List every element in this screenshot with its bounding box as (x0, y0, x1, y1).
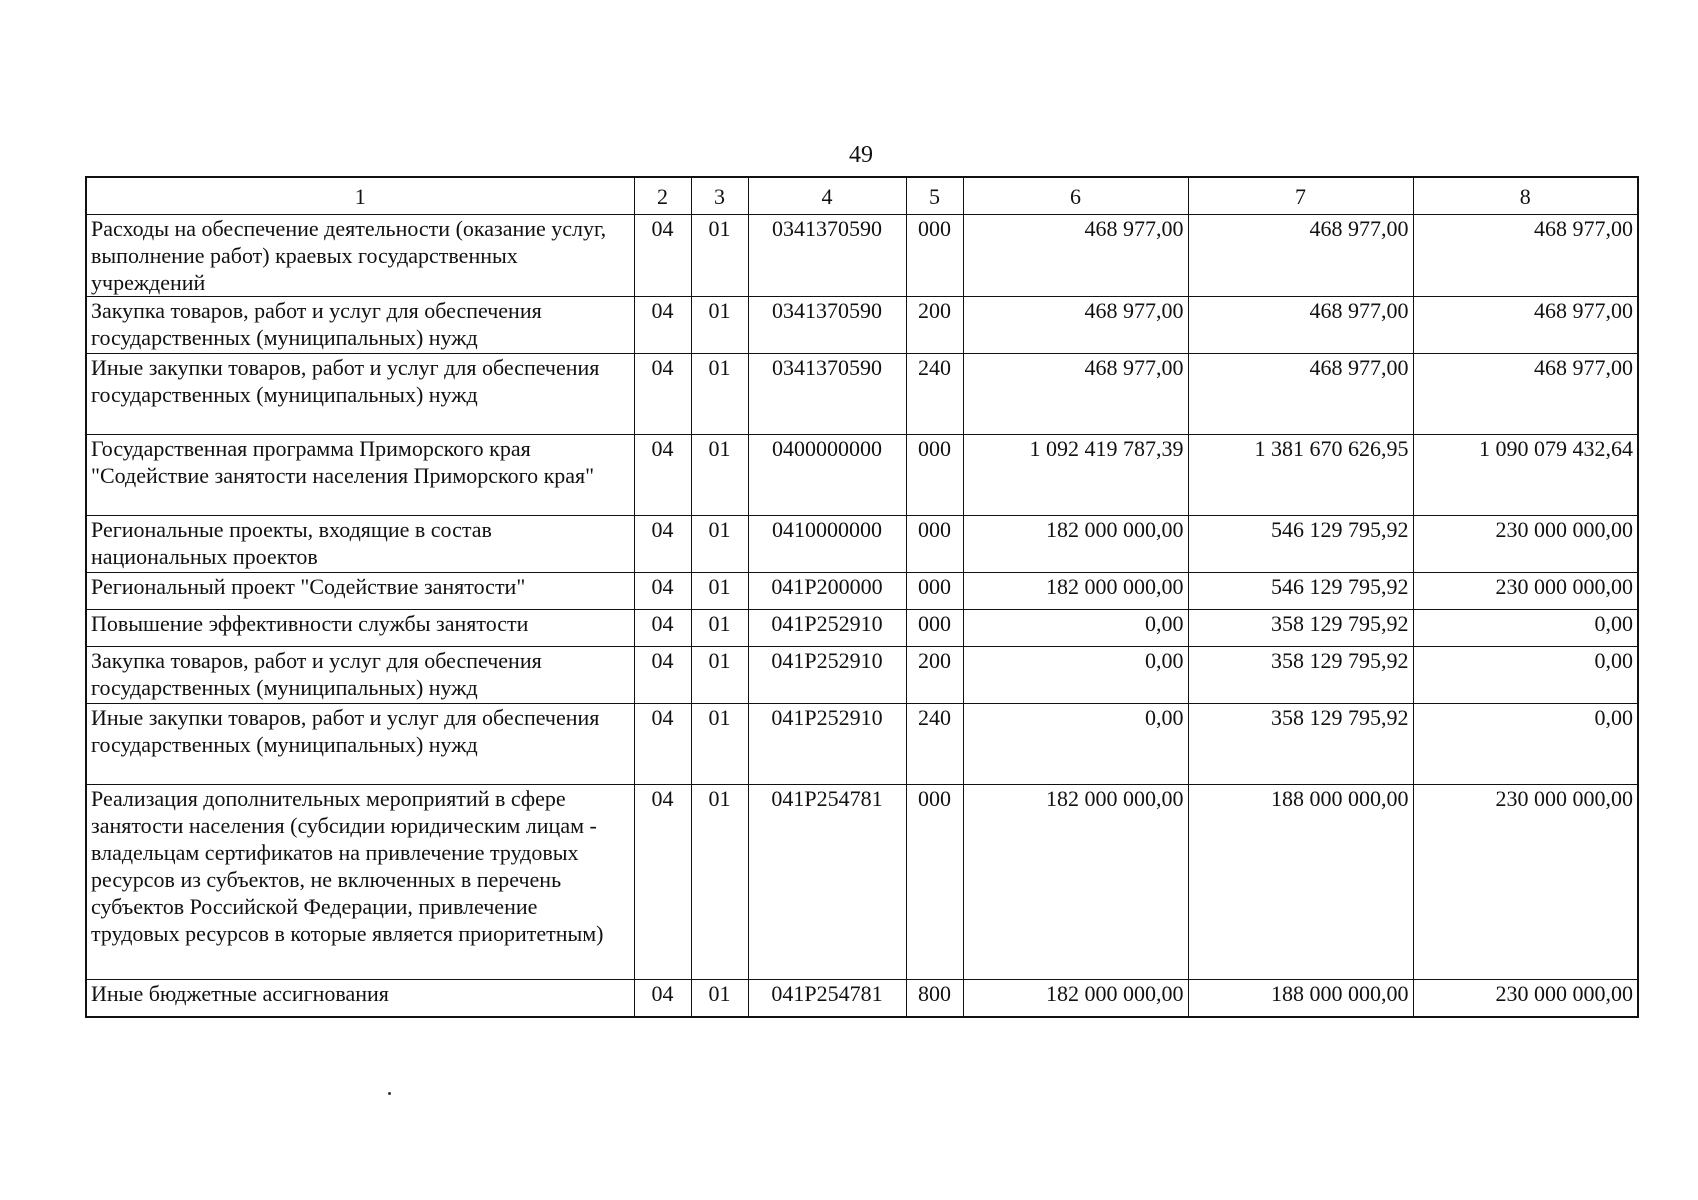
subsection-code: 01 (691, 354, 748, 435)
table-row (86, 610, 1638, 647)
subsection-code: 01 (691, 610, 748, 647)
row-name: Повышение эффективности службы занятости (86, 610, 634, 647)
subsection-code: 01 (691, 785, 748, 980)
amount-col-8: 468 977,00 (1413, 354, 1638, 435)
section-code: 04 (634, 573, 691, 610)
row-name: Иные бюджетные ассигнования (86, 980, 634, 1017)
expense-type-code: 200 (906, 647, 963, 704)
amount-col-7: 468 977,00 (1188, 354, 1413, 435)
section-code: 04 (634, 647, 691, 704)
row-name: Региональный проект "Содействие занятости" (86, 573, 634, 610)
table-row (86, 573, 1638, 610)
subsection-code: 01 (691, 647, 748, 704)
amount-col-6: 1 092 419 787,39 (963, 435, 1188, 516)
table-row (86, 435, 1638, 516)
row-name: Расходы на обеспечение деятельности (оказание услуг, выполнение работ) краевых государственных учреждений (86, 215, 634, 297)
expense-type-code: 800 (906, 980, 963, 1017)
subsection-code: 01 (691, 435, 748, 516)
row-name: Региональные проекты, входящие в состав национальных проектов (86, 516, 634, 573)
amount-col-8: 230 000 000,00 (1413, 785, 1638, 980)
column-header: 3 (691, 177, 748, 215)
section-code: 04 (634, 980, 691, 1017)
page-number: 49 (849, 142, 873, 168)
table-row (86, 980, 1638, 1017)
expense-type-code: 000 (906, 785, 963, 980)
amount-col-7: 468 977,00 (1188, 297, 1413, 354)
amount-col-7: 188 000 000,00 (1188, 785, 1413, 980)
amount-col-8: 230 000 000,00 (1413, 980, 1638, 1017)
section-code: 04 (634, 704, 691, 785)
subsection-code: 01 (691, 704, 748, 785)
table-row (86, 215, 1638, 297)
amount-col-8: 0,00 (1413, 704, 1638, 785)
expense-type-code: 200 (906, 297, 963, 354)
amount-col-6: 468 977,00 (963, 215, 1188, 297)
budget-table (85, 176, 1639, 1018)
amount-col-8: 468 977,00 (1413, 215, 1638, 297)
row-name: Закупка товаров, работ и услуг для обеспечения государственных (муниципальных) нужд (86, 297, 634, 354)
section-code: 04 (634, 785, 691, 980)
target-article-code: 041P252910 (748, 704, 906, 785)
amount-col-7: 546 129 795,92 (1188, 573, 1413, 610)
row-name: Закупка товаров, работ и услуг для обеспечения государственных (муниципальных) нужд (86, 647, 634, 704)
amount-col-8: 0,00 (1413, 647, 1638, 704)
target-article-code: 0341370590 (748, 215, 906, 297)
amount-col-8: 1 090 079 432,64 (1413, 435, 1638, 516)
table-row (86, 704, 1638, 785)
column-header: 4 (748, 177, 906, 215)
row-name: Реализация дополнительных мероприятий в сфере занятости населения (субсидии юридическим лицам - владельцам сертификатов на привлечение трудовых ресурсов из субъектов, не включенных в перечень субъектов Российской Федерации, привлечение трудовых ресурсов в которые является приоритетным) (86, 785, 634, 980)
target-article-code: 041P254781 (748, 980, 906, 1017)
column-header: 8 (1413, 177, 1638, 215)
amount-col-6: 468 977,00 (963, 297, 1188, 354)
subsection-code: 01 (691, 215, 748, 297)
subsection-code: 01 (691, 516, 748, 573)
target-article-code: 041P252910 (748, 647, 906, 704)
amount-col-7: 1 381 670 626,95 (1188, 435, 1413, 516)
target-article-code: 0400000000 (748, 435, 906, 516)
row-name: Иные закупки товаров, работ и услуг для обеспечения государственных (муниципальных) нужд (86, 704, 634, 785)
column-header: 1 (86, 177, 634, 215)
section-code: 04 (634, 516, 691, 573)
table-row (86, 516, 1638, 573)
target-article-code: 041P254781 (748, 785, 906, 980)
amount-col-6: 0,00 (963, 647, 1188, 704)
amount-col-7: 358 129 795,92 (1188, 647, 1413, 704)
amount-col-7: 188 000 000,00 (1188, 980, 1413, 1017)
amount-col-6: 182 000 000,00 (963, 785, 1188, 980)
amount-col-7: 546 129 795,92 (1188, 516, 1413, 573)
section-code: 04 (634, 215, 691, 297)
amount-col-6: 0,00 (963, 610, 1188, 647)
amount-col-8: 230 000 000,00 (1413, 516, 1638, 573)
amount-col-6: 182 000 000,00 (963, 980, 1188, 1017)
scan-speck (388, 1092, 391, 1095)
column-header: 5 (906, 177, 963, 215)
row-name: Государственная программа Приморского края "Содействие занятости населения Приморского края" (86, 435, 634, 516)
expense-type-code: 000 (906, 610, 963, 647)
amount-col-6: 182 000 000,00 (963, 573, 1188, 610)
expense-type-code: 240 (906, 704, 963, 785)
column-header: 2 (634, 177, 691, 215)
target-article-code: 0410000000 (748, 516, 906, 573)
table-row (86, 647, 1638, 704)
expense-type-code: 000 (906, 215, 963, 297)
expense-type-code: 000 (906, 516, 963, 573)
expense-type-code: 000 (906, 435, 963, 516)
amount-col-8: 0,00 (1413, 610, 1638, 647)
amount-col-8: 468 977,00 (1413, 297, 1638, 354)
target-article-code: 0341370590 (748, 297, 906, 354)
table-row (86, 354, 1638, 435)
amount-col-6: 182 000 000,00 (963, 516, 1188, 573)
subsection-code: 01 (691, 297, 748, 354)
amount-col-7: 468 977,00 (1188, 215, 1413, 297)
column-header: 6 (963, 177, 1188, 215)
section-code: 04 (634, 354, 691, 435)
amount-col-8: 230 000 000,00 (1413, 573, 1638, 610)
row-name: Иные закупки товаров, работ и услуг для обеспечения государственных (муниципальных) нужд (86, 354, 634, 435)
amount-col-6: 468 977,00 (963, 354, 1188, 435)
target-article-code: 041P252910 (748, 610, 906, 647)
section-code: 04 (634, 435, 691, 516)
section-code: 04 (634, 297, 691, 354)
amount-col-7: 358 129 795,92 (1188, 610, 1413, 647)
column-header: 7 (1188, 177, 1413, 215)
expense-type-code: 000 (906, 573, 963, 610)
target-article-code: 041P200000 (748, 573, 906, 610)
table-row (86, 297, 1638, 354)
amount-col-6: 0,00 (963, 704, 1188, 785)
header-row (86, 177, 1638, 215)
section-code: 04 (634, 610, 691, 647)
subsection-code: 01 (691, 980, 748, 1017)
table-row (86, 785, 1638, 980)
expense-type-code: 240 (906, 354, 963, 435)
target-article-code: 0341370590 (748, 354, 906, 435)
amount-col-7: 358 129 795,92 (1188, 704, 1413, 785)
subsection-code: 01 (691, 573, 748, 610)
